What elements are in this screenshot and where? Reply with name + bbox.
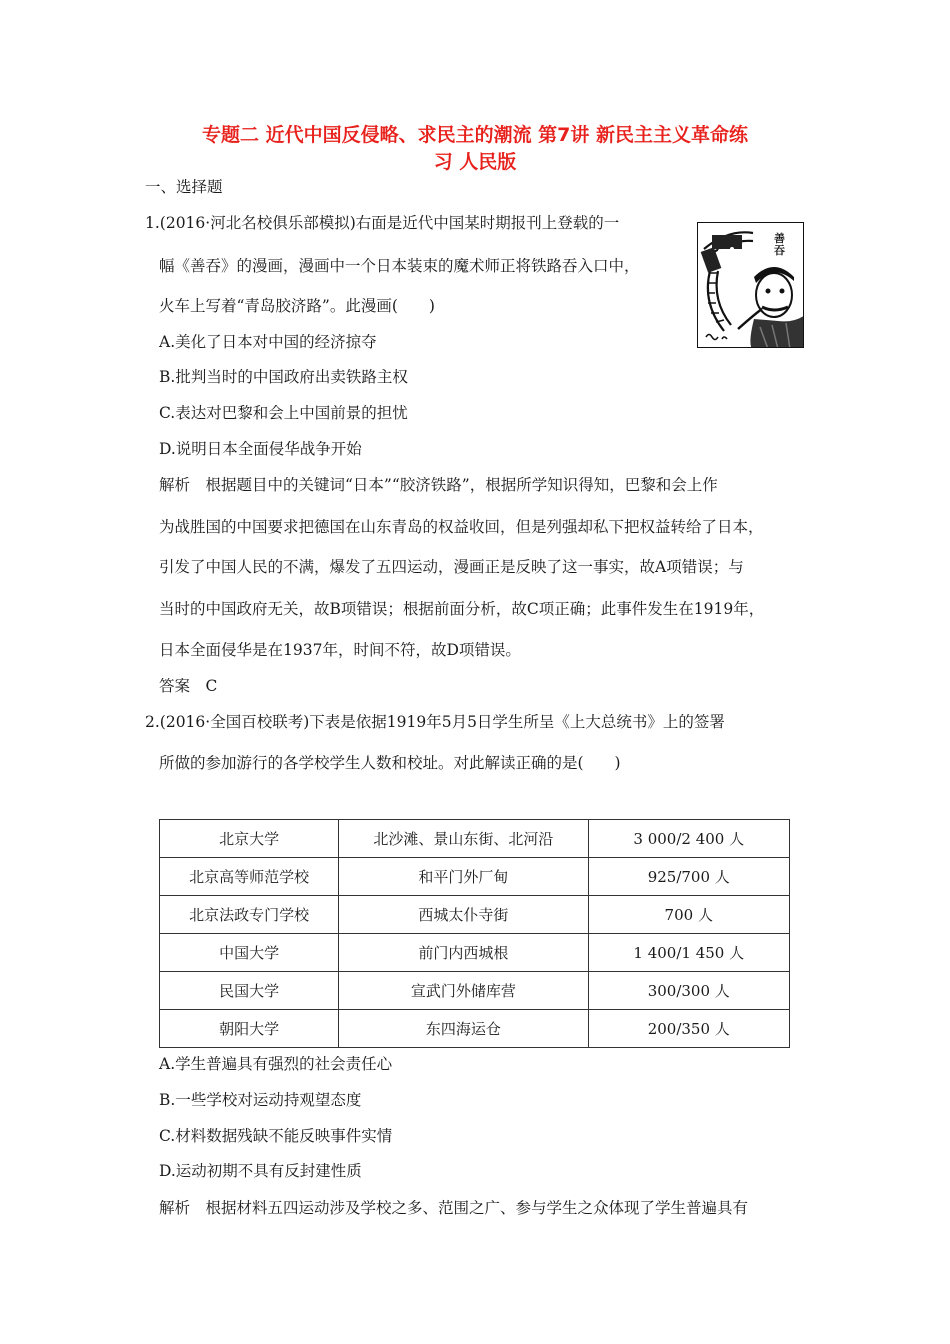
table-cell: 东四海运仓 bbox=[339, 1010, 588, 1048]
q1-option-a: A.美化了日本对中国的经济掠夺 bbox=[159, 333, 377, 351]
table-cell: 北京法政专门学校 bbox=[160, 896, 339, 934]
q2-option-c: C.材料数据残缺不能反映事件实情 bbox=[159, 1127, 393, 1145]
table-cell: 和平门外厂甸 bbox=[339, 858, 588, 896]
q1-option-c: C.表达对巴黎和会上中国前景的担忧 bbox=[159, 404, 408, 422]
q1-analysis-line-3: 引发了中国人民的不满，爆发了五四运动，漫画正是反映了这一事实，故A项错误；与 bbox=[159, 558, 744, 576]
table-cell: 宣武门外储库营 bbox=[339, 972, 588, 1010]
table-cell: 西城太仆寺街 bbox=[339, 896, 588, 934]
table-cell: 925/700 人 bbox=[588, 858, 789, 896]
table-row bbox=[160, 858, 790, 896]
q2-stem-line-2: 所做的参加游行的各学校学生人数和校址。对此解读正确的是( ) bbox=[159, 754, 621, 772]
table-cell: 700 人 bbox=[588, 896, 789, 934]
table-cell: 北沙滩、景山东街、北河沿 bbox=[339, 820, 588, 858]
school-table bbox=[159, 819, 790, 1048]
q1-stem-line-2: 幅《善吞》的漫画，漫画中一个日本装束的魔术师正将铁路吞入口中， bbox=[159, 257, 640, 275]
table-cell: 3 000/2 400 人 bbox=[588, 820, 789, 858]
table-row bbox=[160, 972, 790, 1010]
title-line-1: 专题二 近代中国反侵略、求民主的潮流 第7讲 新民主主义革命练 bbox=[201, 124, 749, 146]
q1-analysis-line-5: 日本全面侵华是在1937年，时间不符，故D项错误。 bbox=[159, 641, 521, 659]
cartoon-drawing bbox=[698, 223, 804, 348]
q1-stem-line-1: 1.(2016·河北名校俱乐部模拟)右面是近代中国某时期报刊上登载的一 bbox=[145, 214, 620, 232]
cartoon-image bbox=[697, 222, 804, 348]
q1-stem-line-3: 火车上写着“青岛胶济路”。此漫画( ) bbox=[159, 297, 435, 315]
title-line-2: 习 人民版 bbox=[433, 151, 517, 173]
table-cell: 民国大学 bbox=[160, 972, 339, 1010]
q2-option-a: A.学生普遍具有强烈的社会责任心 bbox=[159, 1055, 393, 1073]
table-row bbox=[160, 1010, 790, 1048]
table-cell: 朝阳大学 bbox=[160, 1010, 339, 1048]
q1-option-b: B.批判当时的中国政府出卖铁路主权 bbox=[159, 368, 408, 386]
q2-analysis-line-1: 解析 根据材料五四运动涉及学校之多、范围之广、参与学生之众体现了学生普遍具有 bbox=[159, 1199, 749, 1217]
q1-analysis-line-2: 为战胜国的中国要求把德国在山东青岛的权益收回，但是列强却私下把权益转给了日本， bbox=[159, 518, 764, 536]
cartoon-caption: 善吞 bbox=[774, 232, 785, 257]
table-cell: 200/350 人 bbox=[588, 1010, 789, 1048]
table-row bbox=[160, 820, 790, 858]
table-row bbox=[160, 934, 790, 972]
table-row bbox=[160, 896, 790, 934]
table-cell: 1 400/1 450 人 bbox=[588, 934, 789, 972]
section-heading: 一、选择题 bbox=[145, 178, 223, 196]
q1-option-d: D.说明日本全面侵华战争开始 bbox=[159, 440, 362, 458]
q2-option-d: D.运动初期不具有反封建性质 bbox=[159, 1162, 362, 1180]
table-cell: 300/300 人 bbox=[588, 972, 789, 1010]
table-cell: 北京高等师范学校 bbox=[160, 858, 339, 896]
q1-answer: 答案 C bbox=[159, 677, 218, 695]
table-cell: 前门内西城根 bbox=[339, 934, 588, 972]
q1-analysis-line-4: 当时的中国政府无关，故B项错误；根据前面分析，故C项正确；此事件发生在1919年， bbox=[159, 600, 765, 618]
q2-option-b: B.一些学校对运动持观望态度 bbox=[159, 1091, 362, 1109]
document-title bbox=[120, 122, 830, 176]
table-cell: 中国大学 bbox=[160, 934, 339, 972]
q1-analysis-line-1: 解析 根据题目中的关键词“日本”“胶济铁路”，根据所学知识得知，巴黎和会上作 bbox=[159, 476, 718, 494]
q2-stem-line-1: 2.(2016·全国百校联考)下表是依据1919年5月5日学生所呈《上大总统书》上的签署 bbox=[145, 713, 725, 731]
table-cell: 北京大学 bbox=[160, 820, 339, 858]
